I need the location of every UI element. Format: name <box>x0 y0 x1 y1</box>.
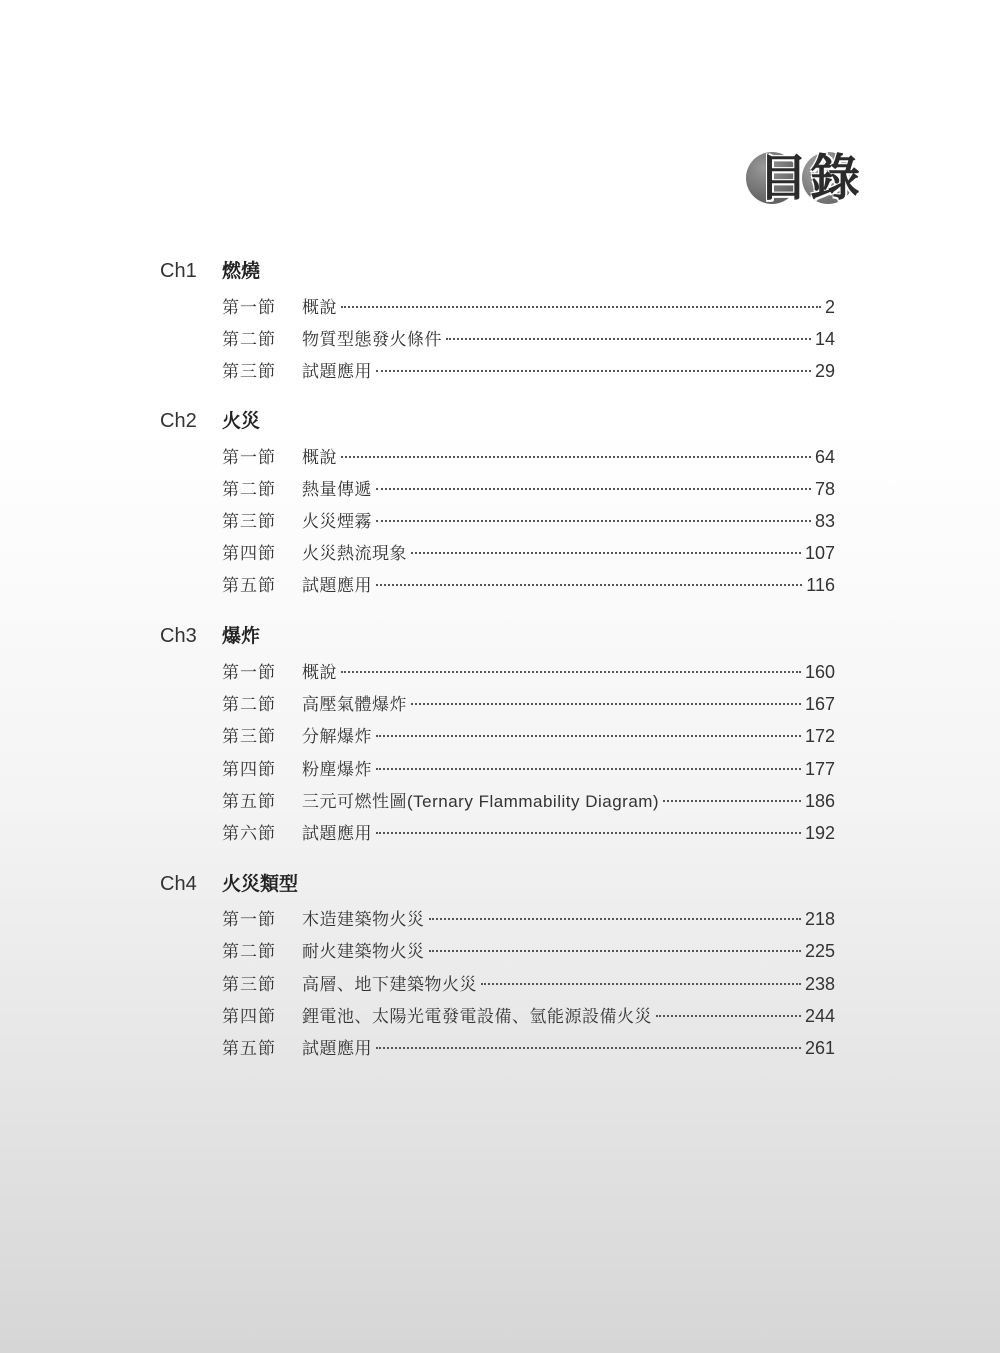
section-number: 第五節 <box>222 792 276 812</box>
dot-leader <box>376 735 801 737</box>
dot-leader <box>446 338 811 340</box>
section-title-cjk: 三元可燃性圖 <box>302 792 407 812</box>
dot-leader <box>411 552 801 554</box>
page-number: 83 <box>814 511 835 531</box>
page-number: 244 <box>804 1006 835 1026</box>
section-number: 第三節 <box>222 975 276 995</box>
section-number: 第一節 <box>222 448 276 468</box>
dot-leader <box>341 306 821 308</box>
page-number: 186 <box>804 791 835 811</box>
section-title: 試題應用 <box>302 824 372 844</box>
section-title: 木造建築物火災 <box>302 910 425 930</box>
dot-leader <box>429 950 801 952</box>
page-number: 14 <box>814 329 835 349</box>
toc-entry[interactable] <box>222 819 835 847</box>
dot-leader <box>341 456 811 458</box>
section-title: 試題應用 <box>302 1039 372 1059</box>
dot-leader <box>341 671 801 673</box>
chapter-heading[interactable] <box>160 256 260 286</box>
toc-title-badge <box>744 150 869 206</box>
section-number: 第二節 <box>222 480 276 500</box>
page-number: 29 <box>814 361 835 381</box>
dot-leader <box>376 520 811 522</box>
section-title: 概說 <box>302 663 337 683</box>
chapter-heading[interactable] <box>160 406 260 436</box>
section-title: 概說 <box>302 298 337 318</box>
section-title: 火災煙霧 <box>302 512 372 532</box>
chapter-title: 燃燒 <box>222 260 261 282</box>
section-number: 第五節 <box>222 1039 276 1059</box>
toc-entry[interactable] <box>222 937 835 965</box>
section-number: 第二節 <box>222 330 276 350</box>
section-number: 第三節 <box>222 362 276 382</box>
toc-entry[interactable] <box>222 1034 835 1062</box>
page-number: 116 <box>806 575 835 595</box>
section-title: 高層、地下建築物火災 <box>302 975 477 995</box>
page-number: 107 <box>804 543 835 563</box>
section-number: 第四節 <box>222 544 276 564</box>
section-number: 第二節 <box>222 942 276 962</box>
page-number: 218 <box>804 909 835 929</box>
section-number: 第三節 <box>222 727 276 747</box>
toc-entry[interactable] <box>222 690 835 718</box>
dot-leader <box>429 918 801 920</box>
chapter-title: 爆炸 <box>222 625 261 647</box>
chapter-number: Ch1 <box>160 260 197 282</box>
toc-entry[interactable] <box>222 293 835 321</box>
page-number: 167 <box>804 694 835 714</box>
page-number: 261 <box>804 1038 835 1058</box>
chapter-number: Ch3 <box>160 625 197 647</box>
toc-entry[interactable] <box>222 658 835 686</box>
section-title: 分解爆炸 <box>302 727 372 747</box>
toc-entry[interactable] <box>222 787 835 815</box>
chapter-number: Ch2 <box>160 410 197 432</box>
toc-entry[interactable] <box>222 1002 835 1030</box>
section-title: 熱量傳遞 <box>302 480 372 500</box>
dot-leader <box>376 1047 801 1049</box>
dot-leader <box>376 488 811 490</box>
chapter-heading[interactable] <box>160 621 260 651</box>
section-number: 第六節 <box>222 824 276 844</box>
toc-entry[interactable] <box>222 539 835 567</box>
section-number: 第二節 <box>222 695 276 715</box>
page-number: 160 <box>804 662 835 682</box>
dot-leader <box>376 584 802 586</box>
section-number: 第三節 <box>222 512 276 532</box>
toc-entry[interactable] <box>222 357 835 385</box>
page-number: 238 <box>804 974 835 994</box>
page-number: 172 <box>804 726 835 746</box>
dot-leader <box>481 983 801 985</box>
toc-entry[interactable] <box>222 905 835 933</box>
section-number: 第一節 <box>222 910 276 930</box>
page-number: 64 <box>814 447 835 467</box>
toc-entry[interactable] <box>222 755 835 783</box>
chapter-title: 火災類型 <box>222 873 299 895</box>
page-title: 目錄 <box>758 149 862 207</box>
section-title: 火災熱流現象 <box>302 544 407 564</box>
page-number: 192 <box>804 823 835 843</box>
chapter-heading[interactable] <box>160 869 298 899</box>
section-title <box>302 788 659 816</box>
dot-leader <box>656 1015 801 1017</box>
section-title: 試題應用 <box>302 576 372 596</box>
toc-entry[interactable] <box>222 722 835 750</box>
section-title: 高壓氣體爆炸 <box>302 695 407 715</box>
dot-leader <box>376 370 811 372</box>
section-title: 鋰電池、太陽光電發電設備、氫能源設備火災 <box>302 1007 652 1027</box>
page-number: 78 <box>814 479 835 499</box>
toc-entry[interactable] <box>222 970 835 998</box>
section-number: 第四節 <box>222 1007 276 1027</box>
section-number: 第一節 <box>222 298 276 318</box>
toc-entry[interactable] <box>222 443 835 471</box>
toc-entry[interactable] <box>222 325 835 353</box>
section-title-latin: (Ternary Flammability Diagram) <box>407 792 660 811</box>
dot-leader <box>411 703 801 705</box>
chapter-number: Ch4 <box>160 873 197 895</box>
dot-leader <box>376 768 801 770</box>
section-title: 耐火建築物火災 <box>302 942 425 962</box>
toc-entry[interactable] <box>222 571 835 599</box>
chapter-title: 火災 <box>222 410 261 432</box>
section-title: 試題應用 <box>302 362 372 382</box>
section-number: 第四節 <box>222 760 276 780</box>
toc-entry[interactable] <box>222 507 835 535</box>
dot-leader <box>376 832 801 834</box>
page-number: 2 <box>824 297 835 317</box>
section-number: 第一節 <box>222 663 276 683</box>
page-number: 177 <box>804 759 835 779</box>
dot-leader <box>663 800 801 802</box>
section-title: 粉塵爆炸 <box>302 760 372 780</box>
toc-entry[interactable] <box>222 475 835 503</box>
section-number: 第五節 <box>222 576 276 596</box>
page-number: 225 <box>804 941 835 961</box>
section-title: 物質型態發火條件 <box>302 330 442 350</box>
section-title: 概說 <box>302 448 337 468</box>
